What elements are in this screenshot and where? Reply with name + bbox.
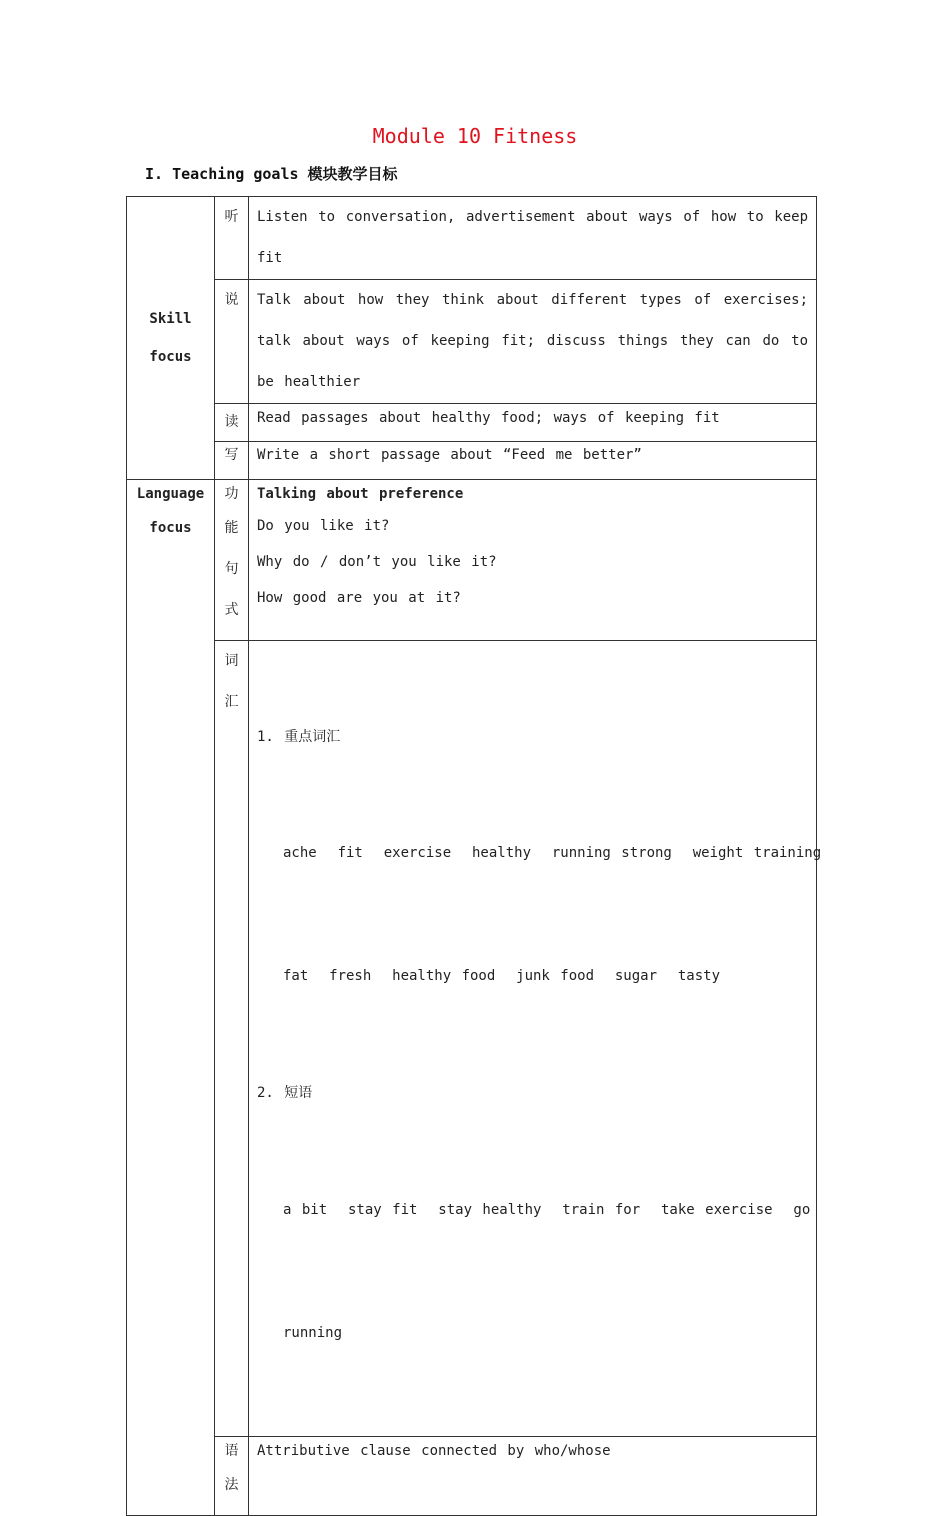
grammar-label <box>215 1437 249 1516</box>
skill-reading-label: 读 <box>215 404 249 442</box>
function-label-char: 句 <box>224 561 239 577</box>
skill-reading-text: Read passages about healthy food; ways of keeping fit <box>249 404 817 442</box>
vocabulary-label-char: 汇 <box>224 694 239 710</box>
function-label <box>215 480 249 641</box>
language-focus-label-line2: focus <box>149 520 192 536</box>
function-heading: Talking about preference <box>257 486 464 502</box>
skill-writing-label: 写 <box>215 442 249 480</box>
skill-speaking-label: 说 <box>215 280 249 404</box>
table-row <box>127 280 817 404</box>
table-row <box>127 641 817 1437</box>
table-row <box>127 197 817 280</box>
function-label-char: 功 <box>224 486 239 502</box>
table-row <box>127 1437 817 1516</box>
skill-listening-text: Listen to conversation, advertisement about ways of how to keep fit <box>249 197 817 280</box>
vocabulary-label <box>215 641 249 1437</box>
function-line: Why do / don’t you like it? <box>257 554 497 570</box>
vocabulary-phrases-heading: 2. 短语 <box>257 1085 313 1101</box>
vocabulary-phrases-line: running <box>283 1325 343 1341</box>
vocabulary-words-line: fat fresh healthy food junk food sugar tasty <box>283 968 721 984</box>
skill-speaking-text: Talk about how they think about different types of exercises; talk about ways of keeping fit; discuss things they can do to be healthier <box>249 280 817 404</box>
skill-writing-text: Write a short passage about “Feed me better” <box>249 442 817 480</box>
vocabulary-words-heading: 1. 重点词汇 <box>257 729 341 745</box>
language-focus-label-line1: Language <box>136 486 205 502</box>
grammar-label-char: 语 <box>224 1443 239 1459</box>
grammar-text: Attributive clause connected by who/whose <box>249 1437 817 1516</box>
vocabulary-content <box>249 641 822 1437</box>
document-title: Module 10 Fitness <box>372 124 578 148</box>
vocabulary-words-line: ache fit exercise healthy running strong weight training <box>283 845 822 861</box>
grammar-label-char: 法 <box>224 1477 239 1493</box>
function-label-char: 能 <box>224 520 239 536</box>
function-label-char: 式 <box>224 602 239 618</box>
function-line: How good are you at it? <box>257 590 461 606</box>
function-line: Do you like it? <box>257 518 390 534</box>
function-content <box>249 480 817 641</box>
skill-listening-label: 听 <box>215 197 249 280</box>
vocabulary-phrases-line: a bit stay fit stay healthy train for take exercise go <box>283 1202 811 1218</box>
table-row <box>127 442 817 480</box>
table-row <box>127 480 817 641</box>
vocabulary-label-char: 词 <box>224 653 239 669</box>
section-heading: I. Teaching goals 模块教学目标 <box>145 165 398 183</box>
table-row <box>127 404 817 442</box>
skill-focus-label-line2: focus <box>149 349 192 365</box>
skill-focus-label-line1: Skill <box>149 311 192 327</box>
skill-focus-label <box>127 197 215 480</box>
teaching-goals-table <box>126 196 822 1516</box>
language-focus-label <box>127 480 215 1516</box>
